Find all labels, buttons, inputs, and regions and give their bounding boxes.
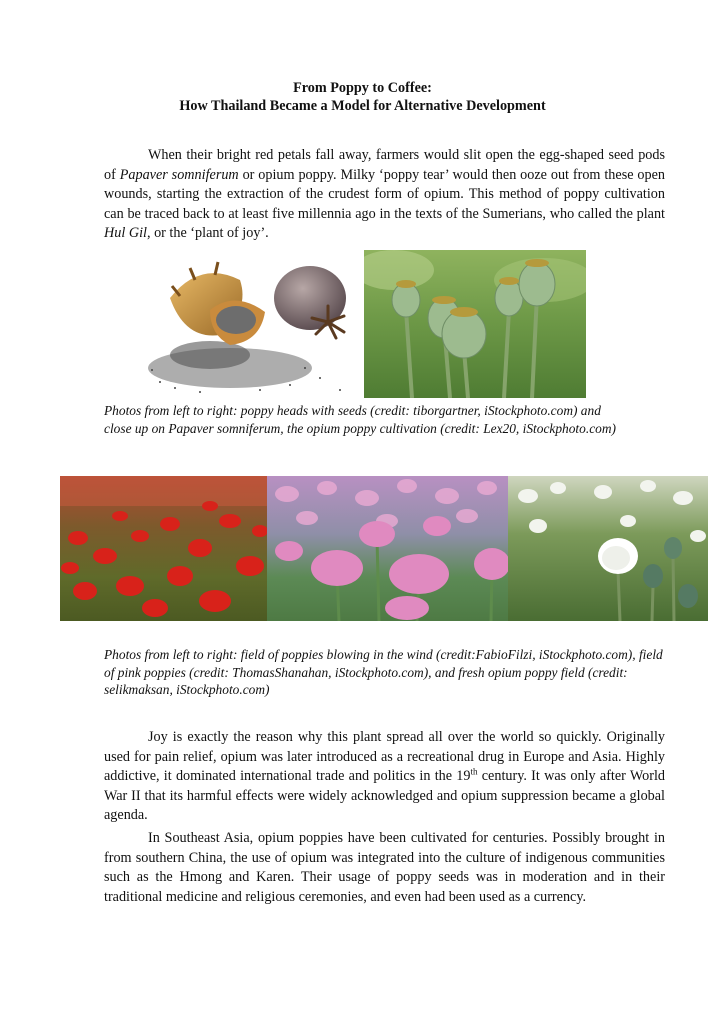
title-line-2: How Thailand Became a Model for Alternative Development xyxy=(179,98,546,114)
photo-fresh-opium-poppy-field xyxy=(508,476,708,621)
intro-paragraph: When their bright red petals fall away, farmers would slit open the egg-shaped seed pods of Papaver somniferum or opium poppy. Milky ‘poppy tear’ would then ooze out from these open wounds, starting the extraction of the crudest form of opium. This method of poppy cultivation can be traced back to at least five millennia ago in the texts of the Sumerians, who called the plant Hul Gil, or the ‘plant of joy’. xyxy=(104,147,665,242)
caption-top-photos: Photos from left to right: poppy heads with seeds (credit: tiborgartner, iStockphoto.com) and close up on Papaver somniferum, the opium poppy cultivation (credit: Lex20, iStockphoto.com) xyxy=(104,403,616,436)
page-title xyxy=(0,79,725,115)
photo-pink-poppy-field xyxy=(267,476,508,621)
title-line-1: From Poppy to Coffee: xyxy=(293,80,432,96)
photo-poppy-heads-with-seeds xyxy=(140,250,364,398)
photo-red-poppy-field xyxy=(60,476,267,621)
paragraph-joy: Joy is exactly the reason why this plant spread all over the world so quickly. Originally used for pain relief, opium was later introduced as a recreational drug in Europe and Asia. Highly addictive, it dominated international trade and politics in the 19th century. It was only after World War II that its harmful effects were widely acknowledged and opium suppression became a global agenda. xyxy=(104,729,665,824)
paragraph-southeast-asia: In Southeast Asia, opium poppies have been cultivated for centuries. Possibly brought in from southern China, the use of opium was integrated into the culture of indigenous communities such as the Hmong and Karen. Their usage of poppy seeds was in moderation and in their traditional medicine and religious ceremonies, and even had been used as a currency. xyxy=(104,830,665,905)
caption-bottom-photos: Photos from left to right: field of poppies blowing in the wind (credit:FabioFilzi, iStockphoto.com), field of pink poppies (credit: ThomasShanahan, iStockphoto.com), and fresh opium poppy field (credit: selikmaksan, iStockphoto.com) xyxy=(104,647,663,697)
photo-papaver-somniferum-closeup xyxy=(364,250,586,398)
